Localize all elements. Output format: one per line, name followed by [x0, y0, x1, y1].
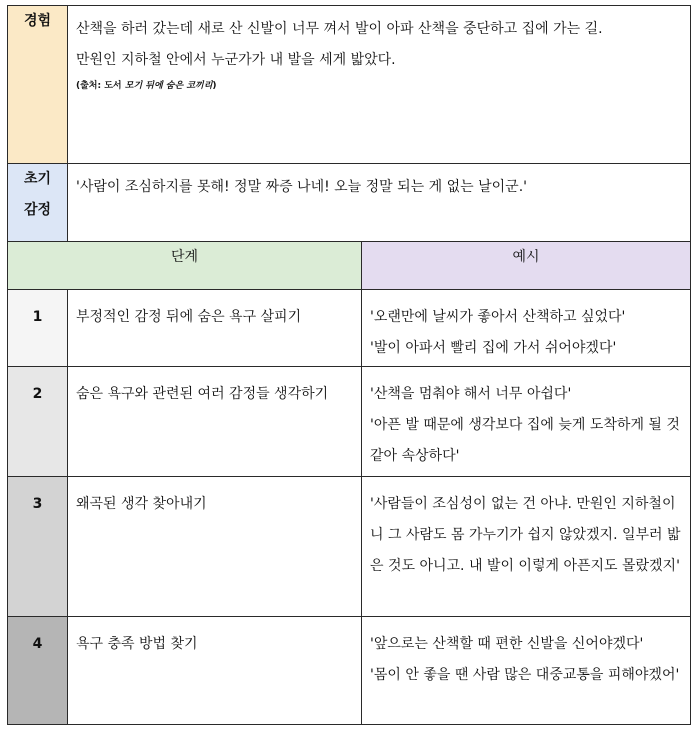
table-row — [8, 617, 691, 725]
example-line: '오랜만에 날씨가 좋아서 산책하고 싶었다' — [370, 309, 626, 325]
example-header-label: 예시 — [512, 249, 540, 265]
step-text-cell — [68, 367, 362, 477]
step-example-cell — [362, 367, 691, 477]
step-number-cell — [8, 290, 68, 367]
source-title: 모기 뒤에 숨은 코끼리 — [124, 81, 213, 91]
initial-emotion-content-cell — [68, 164, 691, 242]
step-example-cell — [362, 290, 691, 367]
experience-label-cell — [8, 6, 68, 164]
initial-emotion-label: 초기 감정 — [23, 171, 52, 218]
step-number: 1 — [32, 309, 43, 325]
step-text: 왜곡된 생각 찾아내기 — [76, 496, 207, 512]
step-number-cell — [8, 367, 68, 477]
step-text: 숨은 욕구와 관련된 여러 감정들 생각하기 — [76, 386, 329, 402]
source-citation — [76, 78, 682, 94]
experience-row — [8, 6, 691, 164]
step-text: 욕구 충족 방법 찾기 — [76, 636, 198, 652]
step-number: 4 — [32, 636, 43, 652]
step-example-cell — [362, 477, 691, 617]
step-text-cell — [68, 290, 362, 367]
experience-line-1: 산책을 하러 갔는데 새로 산 신발이 너무 껴서 발이 아파 산책을 중단하고 집에 가는 길. — [76, 21, 603, 37]
source-prefix: (출처: 도서 — [76, 81, 125, 91]
step-text-cell — [68, 477, 362, 617]
step-text: 부정적인 감정 뒤에 숨은 욕구 살피기 — [76, 309, 302, 325]
step-number: 2 — [32, 386, 43, 402]
example-line: '산책을 멈춰야 해서 너무 아쉽다' — [370, 386, 572, 402]
step-header-cell — [8, 242, 362, 290]
step-example-cell — [362, 617, 691, 725]
example-header-cell — [362, 242, 691, 290]
table-row — [8, 290, 691, 367]
table-row — [8, 477, 691, 617]
table-row — [8, 367, 691, 477]
emotion-worksheet-table — [7, 5, 691, 725]
example-line: '아픈 발 때문에 생각보다 집에 늦게 도착하게 될 것 같아 속상하다' — [370, 417, 680, 464]
step-number-cell — [8, 477, 68, 617]
example-line: '몸이 안 좋을 땐 사람 많은 대중교통을 피해야겠어' — [370, 667, 680, 683]
initial-emotion-row — [8, 164, 691, 242]
step-number: 3 — [32, 496, 43, 512]
initial-emotion-label-cell — [8, 164, 68, 242]
step-header-label: 단계 — [170, 249, 199, 265]
experience-line-2: 만원인 지하철 안에서 누군가가 내 발을 세게 밟았다. — [76, 52, 396, 68]
step-number-cell — [8, 617, 68, 725]
header-row — [8, 242, 691, 290]
step-text-cell — [68, 617, 362, 725]
source-suffix: ) — [212, 81, 217, 91]
initial-emotion-text: '사람이 조심하지를 못해! 정말 짜증 나네! 오늘 정말 되는 게 없는 날이군.' — [76, 179, 527, 195]
experience-label: 경험 — [23, 13, 52, 29]
example-line: '사람들이 조심성이 없는 건 아냐. 만원인 지하철이니 그 사람도 몸 가누기가 쉽지 않았겠지. 일부러 밟은 것도 아니고. 내 발이 이렇게 아픈지도 몰랐겠지' — [370, 496, 681, 574]
example-line: '앞으로는 산책할 때 편한 신발을 신어야겠다' — [370, 636, 644, 652]
experience-content-cell — [68, 6, 691, 164]
example-line: '발이 아파서 빨리 집에 가서 쉬어야겠다' — [370, 340, 617, 356]
